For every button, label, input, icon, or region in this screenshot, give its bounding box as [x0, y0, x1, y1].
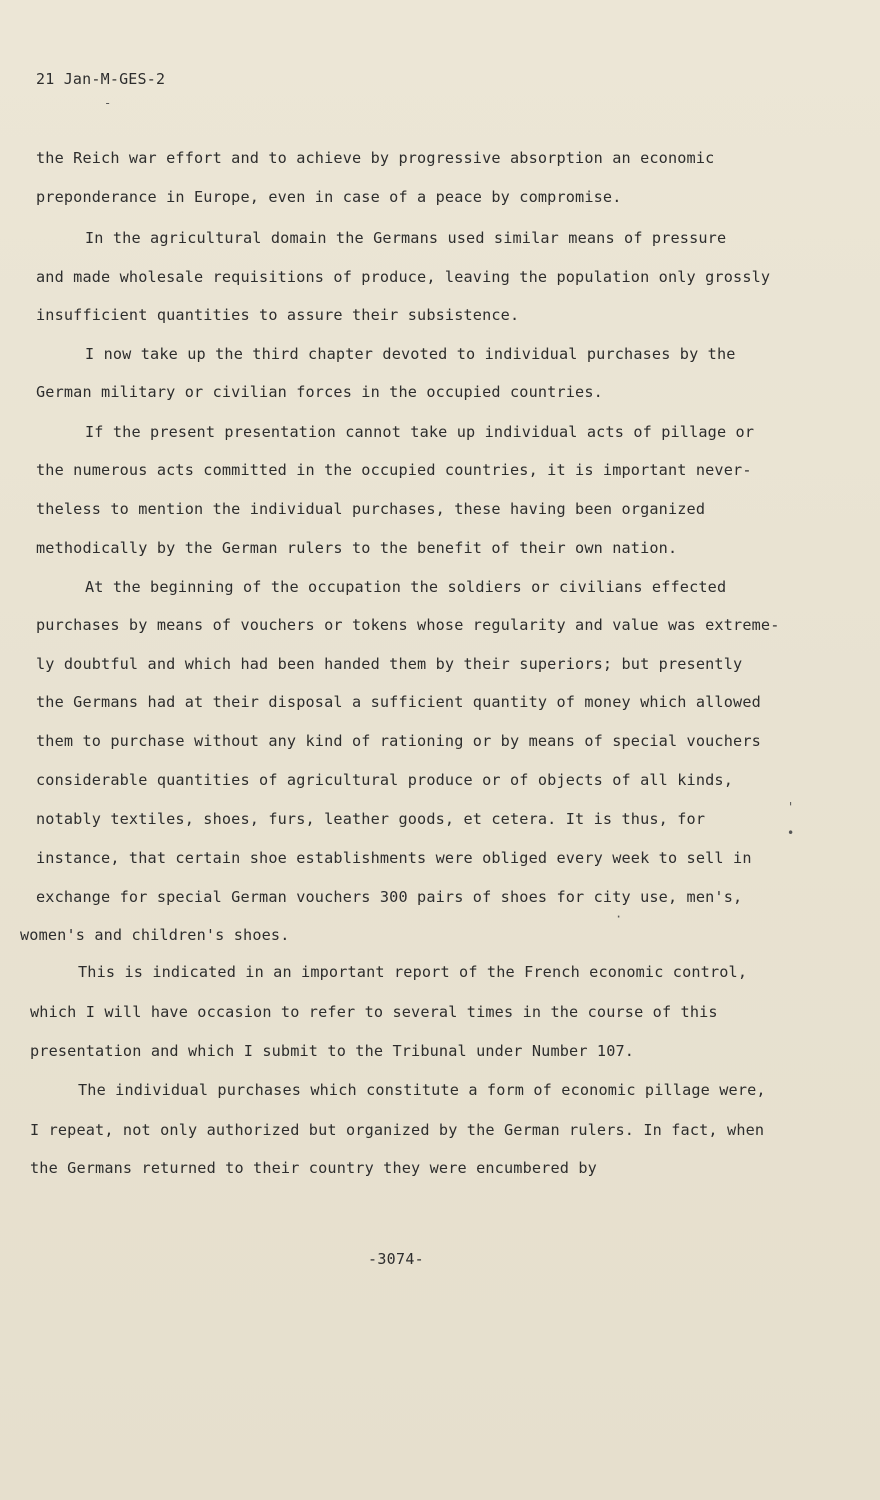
text-line: I now take up the third chapter devoted to individual purchases by the — [85, 345, 736, 363]
text-line: the Germans had at their disposal a sufficient quantity of money which allowed — [36, 693, 761, 711]
text-line: preponderance in Europe, even in case of a peace by compromise. — [36, 188, 622, 206]
document-header: 21 Jan-M-GES-2 — [36, 70, 166, 88]
stray-mark: ' — [787, 800, 795, 814]
text-line: In the agricultural domain the Germans used similar means of pressure — [85, 229, 727, 247]
text-line: which I will have occasion to refer to several times in the course of this — [30, 1003, 718, 1021]
stray-mark: • — [787, 826, 795, 840]
text-line: This is indicated in an important report of the French economic control, — [78, 963, 748, 981]
text-line: the numerous acts committed in the occupied countries, it is important never- — [36, 461, 752, 479]
text-line: exchange for special German vouchers 300 pairs of shoes for city use, men's, — [36, 888, 743, 906]
text-line: I repeat, not only authorized but organized by the German rulers. In fact, when — [30, 1121, 765, 1139]
text-line: purchases by means of vouchers or tokens whose regularity and value was extreme- — [36, 616, 780, 634]
text-line: the Germans returned to their country they were encumbered by — [30, 1159, 597, 1177]
stray-mark: - — [104, 96, 112, 110]
text-line: The individual purchases which constitute a form of economic pillage were, — [78, 1081, 766, 1099]
stray-mark: · — [615, 910, 623, 924]
text-line: methodically by the German rulers to the benefit of their own nation. — [36, 539, 678, 557]
text-line: ly doubtful and which had been handed them by their superiors; but presently — [36, 655, 743, 673]
text-line: theless to mention the individual purchases, these having been organized — [36, 500, 706, 518]
text-line: and made wholesale requisitions of produce, leaving the population only grossly — [36, 268, 771, 286]
text-line: insufficient quantities to assure their subsistence. — [36, 306, 520, 324]
text-line: If the present presentation cannot take up individual acts of pillage or — [85, 423, 755, 441]
text-line: presentation and which I submit to the Tribunal under Number 107. — [30, 1042, 635, 1060]
page-number: -3074- — [368, 1250, 424, 1268]
text-line: German military or civilian forces in the occupied countries. — [36, 383, 603, 401]
text-line: women's and children's shoes. — [20, 926, 290, 944]
text-line: instance, that certain shoe establishments were obliged every week to sell in — [36, 849, 752, 867]
text-line: At the beginning of the occupation the soldiers or civilians effected — [85, 578, 727, 596]
text-line: the Reich war effort and to achieve by progressive absorption an economic — [36, 149, 715, 167]
text-line: considerable quantities of agricultural produce or of objects of all kinds, — [36, 771, 734, 789]
text-line: them to purchase without any kind of rationing or by means of special vouchers — [36, 732, 761, 750]
text-line: notably textiles, shoes, furs, leather goods, et cetera. It is thus, for — [36, 810, 706, 828]
